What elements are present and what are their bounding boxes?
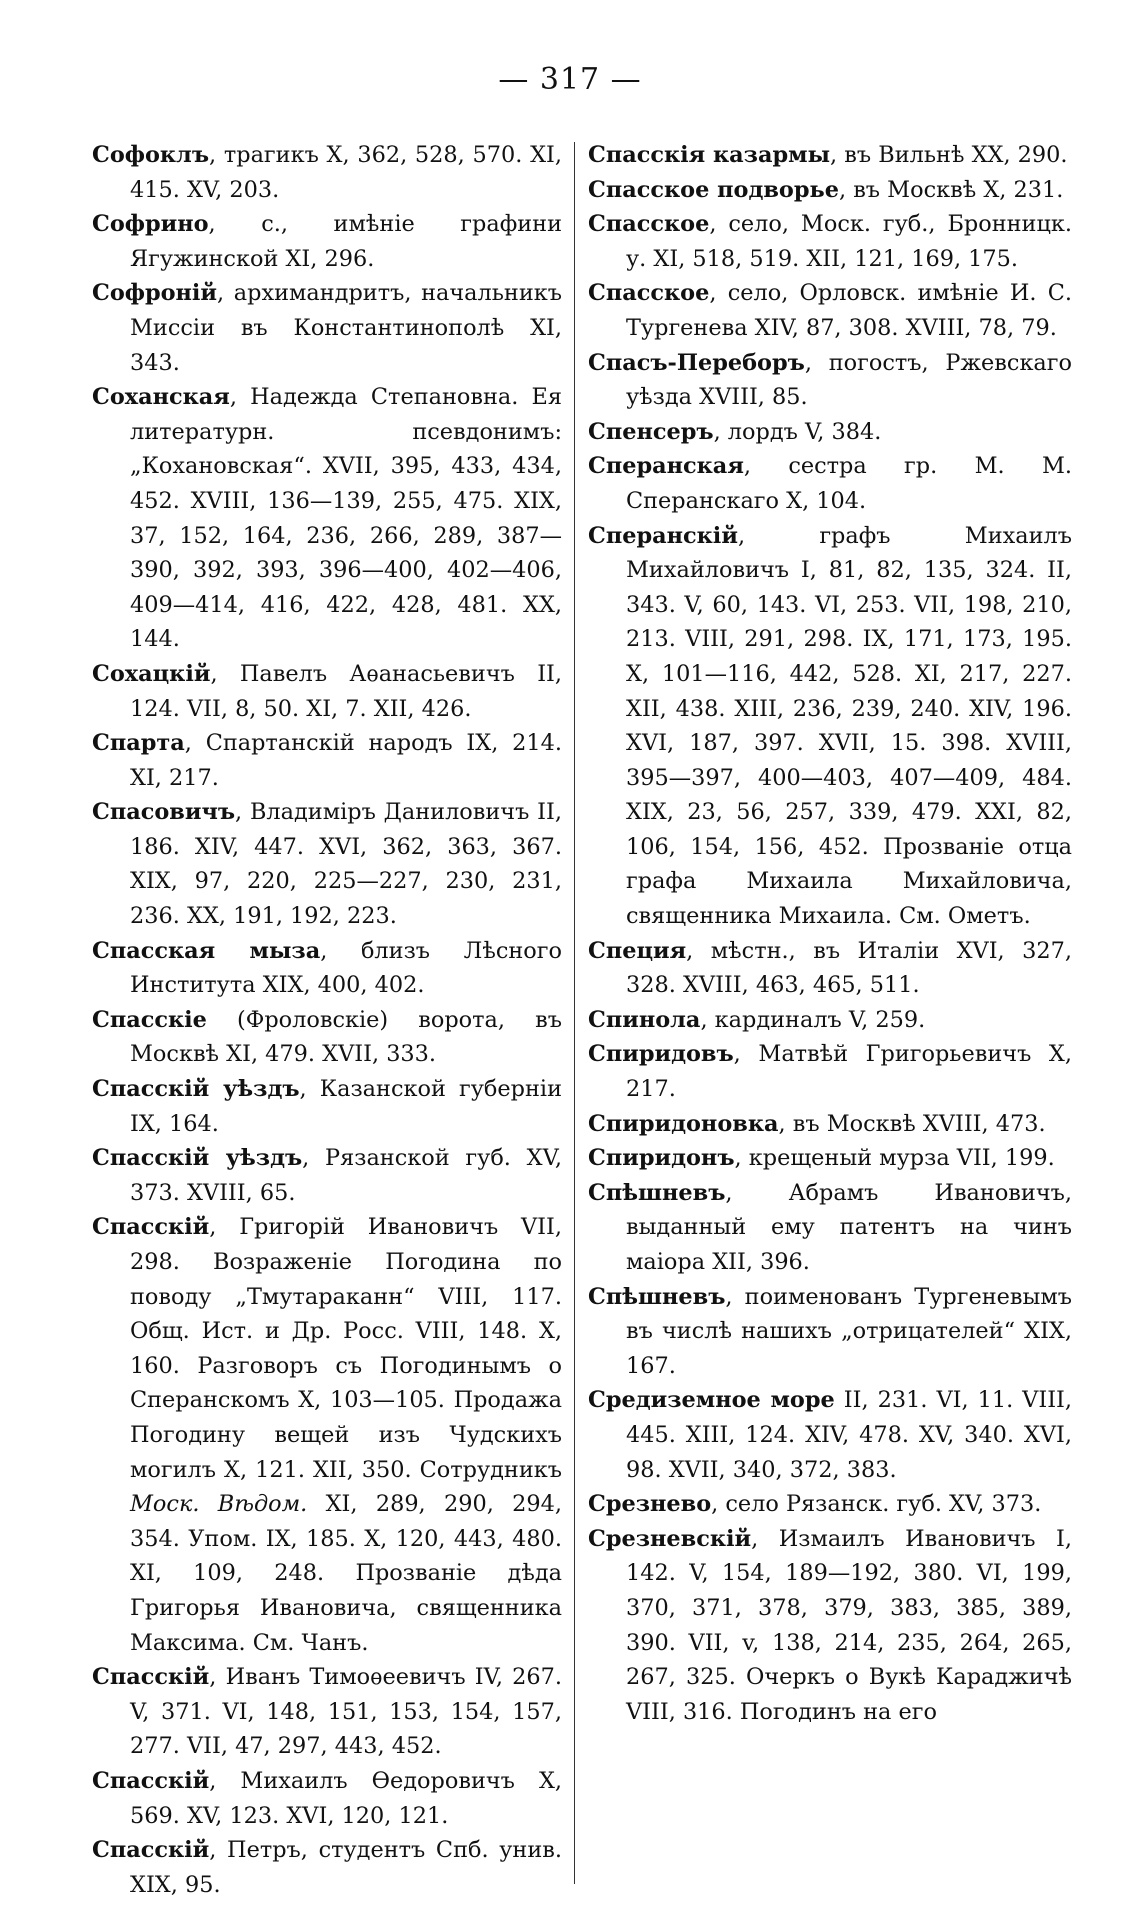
index-entry bbox=[588, 1107, 1072, 1142]
entry-references: , мѣстн., въ Италіи XVI, 327, 328. XVIII, 463, 465, 511. bbox=[626, 937, 1072, 999]
entry-headword: Сперанскій bbox=[588, 522, 738, 549]
entry-references: , Спартанскій народъ IX, 214. XI, 217. bbox=[130, 730, 562, 791]
index-entry bbox=[588, 138, 1072, 173]
entry-references-cont: XI, 289, 290, 294, 354. Упом. IX, 185. X, 120, 443, 480. XI, 109, 248. Прозваніе дѣда Григорья Ивановича, священника Максима. См. Чанъ. bbox=[130, 1491, 562, 1656]
entry-headword: Спасскій bbox=[92, 1664, 210, 1691]
column-divider bbox=[574, 142, 575, 1884]
index-entry bbox=[588, 934, 1072, 1003]
entry-headword: Соханская bbox=[92, 384, 230, 411]
index-entry bbox=[92, 1210, 562, 1660]
index-entry bbox=[588, 346, 1072, 415]
entry-headword: Сперанская bbox=[588, 453, 744, 480]
index-entry bbox=[92, 1764, 562, 1833]
entry-headword: Спиридовъ bbox=[588, 1041, 734, 1068]
index-entry bbox=[588, 1383, 1072, 1487]
entry-headword: Спасскій уѣздъ bbox=[92, 1076, 300, 1103]
entry-references: , Григорій Ивановичъ VII, 298. Возраженіе Погодина по поводу „Тмутараканн“ VIII, 117. Общ. Ист. и Др. Росс. VIII, 148. X, 160. Разговоръ съ Погодинымъ о Сперанскомъ X, 103—105. Продажа Погодину вещей изъ Чудскихъ могилъ X, 121. XII, 350. Сотрудникъ bbox=[130, 1214, 562, 1483]
index-entry bbox=[92, 1833, 562, 1902]
entry-references: , Павелъ Аѳанасьевичъ II, 124. VII, 8, 50. XI, 7. XII, 426. bbox=[130, 660, 562, 722]
entry-references: , Абрамъ Ивановичъ, выданный ему патентъ на чинъ маіора XII, 396. bbox=[626, 1179, 1072, 1275]
entry-references: , с., имѣніе графини Ягужинской XI, 296. bbox=[130, 211, 562, 272]
entry-references: , Надежда Степановна. Ея литературн. псевдонимъ: „Кохановская“. XVII, 395, 433, 434, 452. XVIII, 136—139, 255, 475. XIX, 37, 152, 164, 236, 266, 289, 387—390, 392, 393, 396—400, 402—406, 409—414, 416, 422, 428, 481. XX, 144. bbox=[130, 384, 562, 653]
entry-headword: Спинола bbox=[588, 1006, 701, 1033]
entry-references: , архимандритъ, начальникъ Миссіи въ Константинополѣ XI, 343. bbox=[130, 280, 562, 376]
entry-references: , Матвѣй Григорьевичъ X, 217. bbox=[626, 1041, 1072, 1103]
index-entry bbox=[92, 207, 562, 276]
right-column bbox=[588, 138, 1072, 1729]
index-entry bbox=[588, 1141, 1072, 1176]
index-entry bbox=[588, 1522, 1072, 1730]
entry-references: , село Рязанск. губ. XV, 373. bbox=[711, 1491, 1042, 1518]
entry-headword: Спѣшневъ bbox=[588, 1179, 726, 1206]
index-entry bbox=[92, 276, 562, 380]
entry-references: , графъ Михаилъ Михайловичъ I, 81, 82, 135, 324. II, 343. V, 60, 143. VI, 253. VII, 198, 210, 213. VIII, 291, 298. IX, 171, 173, 195. X, 101—116, 442, 528. XI, 217, 227. XII, 438. XIII, 236, 239, 240. XIV, 196. XVI, 187, 397. XVII, 15. 398. XVIII, 395—397, 400—403, 407—409, 484. XIX, 23, 56, 257, 339, 479. XXI, 82, 106, 154, 156, 452. Прозваніе отца графа Михаила Михайловича, священника Михаила. См. Ометъ. bbox=[626, 522, 1072, 930]
index-entry bbox=[92, 795, 562, 933]
entry-headword: Спасское bbox=[588, 211, 710, 238]
entry-headword: Спасовичъ bbox=[92, 799, 236, 826]
index-entry bbox=[92, 657, 562, 726]
entry-headword: Спасскій bbox=[92, 1767, 210, 1794]
index-entry bbox=[588, 1003, 1072, 1038]
entry-references: , сестра гр. М. М. Сперанскаго X, 104. bbox=[626, 453, 1072, 514]
entry-headword: Спасскія казармы bbox=[588, 142, 831, 168]
index-entry bbox=[92, 138, 562, 207]
entry-headword: Спасскій уѣздъ bbox=[92, 1145, 303, 1172]
entry-headword: Софоклъ bbox=[92, 142, 210, 168]
entry-references: , Петръ, студентъ Спб. унив. XIX, 95. bbox=[130, 1837, 562, 1898]
entry-headword: Спасская мыза bbox=[92, 937, 321, 964]
index-entry bbox=[92, 1660, 562, 1764]
index-entry bbox=[588, 276, 1072, 345]
index-entry bbox=[92, 1141, 562, 1210]
entry-headword: Сохацкій bbox=[92, 660, 211, 687]
entry-headword: Спасскій bbox=[92, 1837, 210, 1864]
index-entry bbox=[92, 934, 562, 1003]
entry-references: , въ Москвѣ XVIII, 473. bbox=[778, 1110, 1046, 1137]
index-entry bbox=[588, 1176, 1072, 1280]
index-entry bbox=[588, 1487, 1072, 1522]
entry-references: , близъ Лѣсного Института XIX, 400, 402. bbox=[130, 937, 562, 999]
index-entry bbox=[92, 1072, 562, 1141]
entry-references: , въ Москвѣ X, 231. bbox=[838, 176, 1064, 203]
entry-references: , Измаилъ Ивановичъ I, 142. V, 154, 189—192, 380. VI, 199, 370, 371, 378, 379, 383, 385, 389, 390. VII, v, 138, 214, 235, 264, 265, 267, 325. Очеркъ о Вукѣ Караджичѣ VIII, 316. Погодинъ на его bbox=[626, 1525, 1072, 1725]
entry-headword: Срезневскій bbox=[588, 1525, 752, 1552]
index-entry bbox=[92, 726, 562, 795]
entry-references: , поименованъ Тургеневымъ въ числѣ нашихъ „отрицателей“ XIX, 167. bbox=[626, 1283, 1072, 1379]
page-number: — 317 — bbox=[498, 62, 642, 97]
index-entry bbox=[588, 1037, 1072, 1106]
entry-headword: Спенсеръ bbox=[588, 418, 714, 445]
index-entry bbox=[588, 207, 1072, 276]
entry-italic-title: Моск. Вѣдом. bbox=[130, 1491, 308, 1518]
index-entry bbox=[588, 1280, 1072, 1384]
entry-headword: Спасскій bbox=[92, 1214, 210, 1241]
entry-references: , погостъ, Ржевскаго уѣзда XVIII, 85. bbox=[626, 349, 1072, 411]
entry-references: , Владиміръ Даниловичъ II, 186. XIV, 447. XVI, 362, 363, 367. XIX, 97, 220, 225—227, 230, 231, 236. XX, 191, 192, 223. bbox=[130, 799, 562, 930]
entry-headword: Спарта bbox=[92, 730, 185, 757]
entry-references: , село, Орловск. имѣніе И. С. Тургенева XIV, 87, 308. XVIII, 78, 79. bbox=[626, 280, 1072, 341]
entry-headword: Средиземное море bbox=[588, 1387, 835, 1414]
index-entry bbox=[588, 415, 1072, 450]
entry-headword: Срезнево bbox=[588, 1491, 712, 1518]
left-column bbox=[92, 138, 562, 1902]
entry-references: (Фроловскіе) ворота, въ Москвѣ XI, 479. XVII, 333. bbox=[130, 1006, 562, 1068]
index-entry bbox=[588, 519, 1072, 934]
entry-headword: Спиридоновка bbox=[588, 1110, 779, 1137]
entry-headword: Спѣшневъ bbox=[588, 1283, 726, 1310]
entry-references: , Рязанской губ. XV, 373. XVIII, 65. bbox=[130, 1145, 562, 1206]
entry-references: , лордъ V, 384. bbox=[713, 418, 882, 445]
entry-headword: Софрино bbox=[92, 211, 209, 238]
entry-references: , Казанской губерніи IX, 164. bbox=[130, 1076, 562, 1137]
index-entry bbox=[92, 1003, 562, 1072]
entry-references: , Иванъ Тимоѳеевичъ IV, 267. V, 371. VI, 148, 151, 153, 154, 157, 277. VII, 47, 297, 443, 452. bbox=[130, 1664, 562, 1760]
entry-references: , крещеный мурза VII, 199. bbox=[734, 1145, 1055, 1172]
entry-references: II, 231. VI, 11. VIII, 445. XIII, 124. XIV, 478. XV, 340. XVI, 98. XVII, 340, 372, 383. bbox=[626, 1387, 1073, 1483]
entry-headword: Спасъ-Переборъ bbox=[588, 349, 805, 376]
index-entry bbox=[92, 380, 562, 657]
index-entry bbox=[588, 449, 1072, 518]
entry-headword: Спасскіе bbox=[92, 1006, 207, 1033]
entry-references: , въ Вильнѣ XX, 290. bbox=[830, 142, 1068, 168]
entry-headword: Спасское подворье bbox=[588, 176, 839, 203]
entry-references: , кардиналъ V, 259. bbox=[700, 1006, 926, 1033]
entry-headword: Специя bbox=[588, 937, 687, 964]
index-entry bbox=[588, 173, 1072, 208]
entry-references: , Михаилъ Ѳедоровичъ X, 569. XV, 123. XVI, 120, 121. bbox=[130, 1767, 562, 1829]
entry-references: , трагикъ X, 362, 528, 570. XI, 415. XV, 203. bbox=[130, 142, 562, 203]
entry-references: , село, Моск. губ., Бронницк. у. XI, 518, 519. XII, 121, 169, 175. bbox=[626, 211, 1072, 272]
entry-headword: Спасское bbox=[588, 280, 710, 307]
entry-headword: Спиридонъ bbox=[588, 1145, 735, 1172]
entry-headword: Софроній bbox=[92, 280, 218, 307]
